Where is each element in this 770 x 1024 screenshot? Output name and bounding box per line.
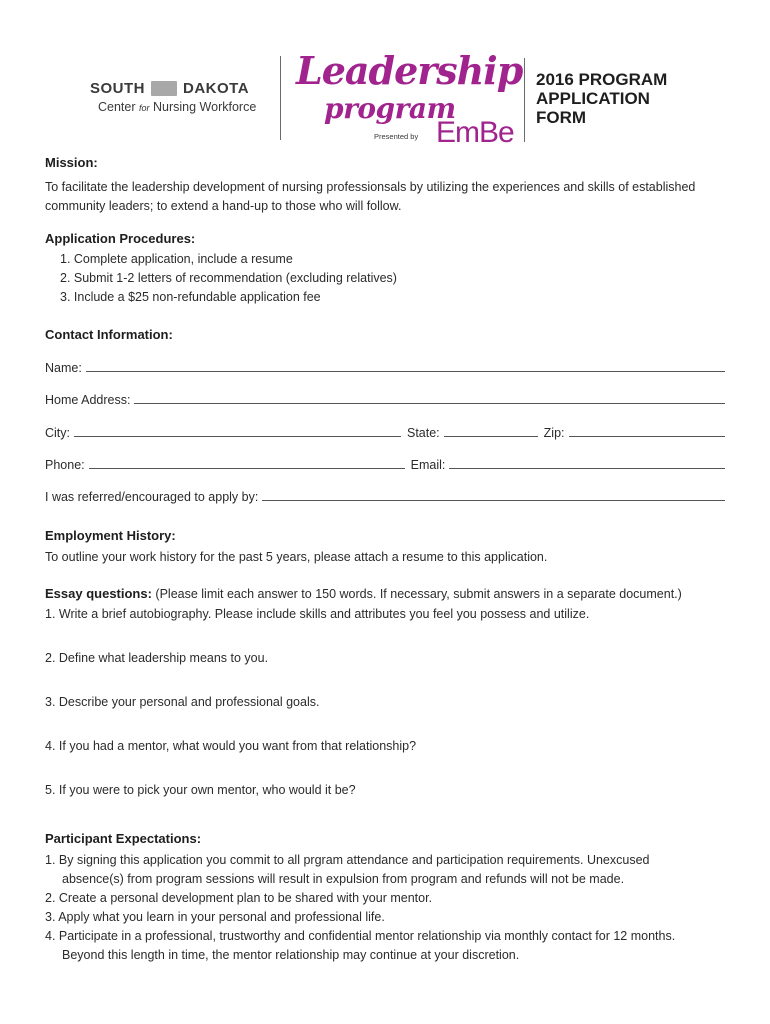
phone-field[interactable] [89, 467, 405, 469]
referred-field[interactable] [262, 499, 725, 501]
header-divider-right [524, 58, 525, 142]
expectation-item-1: 1. By signing this application you commit to all prgram attendance and participation requirements. Unexcused absence(s) from program sessions will result in expulsion from program and refunds will not be made. [45, 853, 650, 886]
mission-heading: Mission: [45, 155, 98, 170]
mission-text: To facilitate the leadership development of nursing professionsals by utilizing the experiences and skills of established community leaders; to extend a hand-up to those who will follow. [45, 180, 696, 213]
essay-question-3: 3. Describe your personal and professional goals. [45, 695, 320, 709]
expectations-heading: Participant Expectations: [45, 831, 202, 846]
procedure-item: 3. Include a $25 non-refundable application fee [60, 290, 321, 304]
sd-logo-center: Center [98, 100, 136, 114]
name-label: Name: [45, 361, 82, 375]
name-field[interactable] [86, 370, 725, 372]
form-title: 2016 PROGRAM APPLICATION FORM [536, 70, 668, 127]
sd-center-logo [90, 80, 270, 114]
email-label: Email: [410, 458, 446, 472]
phone-label: Phone: [45, 458, 85, 472]
city-state-zip-row [45, 422, 725, 440]
leadership-program-logo [294, 48, 523, 152]
essay-question-4: 4. If you had a mentor, what would you want from that relationship? [45, 739, 417, 753]
logo-embe: EmBe [436, 116, 514, 149]
address-label: Home Address: [45, 393, 131, 407]
essay-question-1: 1. Write a brief autobiography. Please include skills and attributes you feel you possess and utilize. [45, 607, 590, 621]
essay-question-2: 2. Define what leadership means to you. [45, 651, 269, 665]
city-label: City: [45, 426, 70, 440]
city-field[interactable] [74, 435, 401, 437]
address-field[interactable] [134, 402, 725, 404]
referred-label: I was referred/encouraged to apply by: [45, 490, 259, 504]
zip-field[interactable] [569, 435, 725, 437]
procedures-heading: Application Procedures: [45, 231, 196, 246]
essay-question-5: 5. If you were to pick your own mentor, who would it be? [45, 783, 356, 797]
sd-logo-for: for [139, 103, 150, 113]
contact-heading: Contact Information: [45, 327, 173, 342]
expectation-item-3: 3. Apply what you learn in your personal and professional life. [45, 910, 385, 924]
procedure-item: 1. Complete application, include a resume [60, 252, 293, 266]
procedure-item: 2. Submit 1-2 letters of recommendation (excluding relatives) [60, 271, 397, 285]
state-label: State: [407, 426, 440, 440]
sd-logo-nursing: Nursing Workforce [153, 100, 257, 114]
address-field-row [45, 389, 725, 407]
logo-leadership-word: Leadership [296, 48, 523, 93]
expectation-item-4: 4. Participate in a professional, trustworthy and confidential mentor relationship via monthly contact for 12 months. Beyond this length in time, the mentor relationship may continue at your discretion. [45, 929, 676, 962]
referred-field-row [45, 486, 725, 504]
header-divider-left [280, 56, 281, 140]
state-shape-icon [151, 81, 177, 96]
employment-heading: Employment History: [45, 528, 176, 543]
zip-label: Zip: [543, 426, 565, 440]
essay-heading-line [45, 584, 682, 604]
email-field[interactable] [449, 467, 725, 469]
employment-text: To outline your work history for the past 5 years, please attach a resume to this application. [45, 550, 548, 564]
expectation-item-2: 2. Create a personal development plan to be shared with your mentor. [45, 891, 433, 905]
logo-program-word: program [324, 92, 456, 125]
sd-logo-dakota: DAKOTA [183, 80, 250, 97]
name-field-row [45, 357, 725, 375]
phone-email-row [45, 454, 725, 472]
sd-logo-south: SOUTH [90, 80, 145, 97]
essay-note: (Please limit each answer to 150 words. If necessary, submit answers in a separate document.) [151, 587, 682, 601]
state-field[interactable] [444, 435, 538, 437]
essay-heading: Essay questions: [45, 586, 152, 601]
logo-presented-by: Presented by [374, 132, 419, 141]
